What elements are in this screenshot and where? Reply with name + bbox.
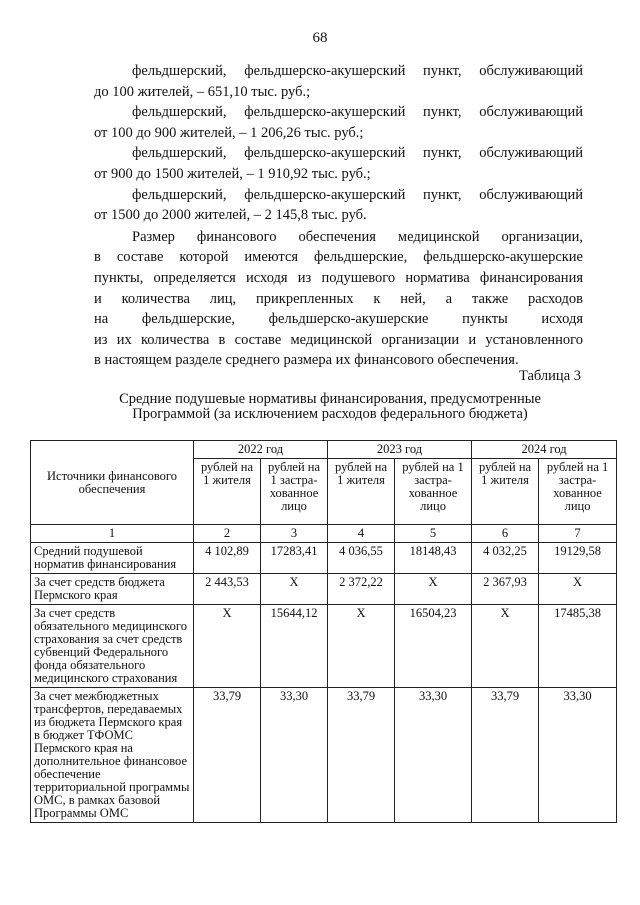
list-item: фельдшерский, фельдшерско-акушерский пункт, обслуживающий от 900 до 1500 жителей, – 1 910,92 тыс. руб.; bbox=[94, 145, 583, 182]
table-header-row bbox=[31, 441, 617, 459]
subheader-per-insured: рублей на 1 застра-хованное лицо bbox=[261, 459, 328, 525]
column-number: 1 bbox=[31, 525, 194, 543]
table-cell: 2 367,93 bbox=[472, 574, 539, 605]
row-label: За счет средств бюджета Пермского края bbox=[31, 574, 194, 605]
body-text bbox=[94, 61, 583, 371]
table-cell: X bbox=[261, 574, 328, 605]
table-label: Таблица 3 bbox=[518, 368, 581, 384]
table-cell: 33,79 bbox=[194, 688, 261, 823]
financing-table bbox=[30, 440, 617, 823]
table-cell: 15644,12 bbox=[261, 605, 328, 688]
table-cell: 33,30 bbox=[395, 688, 472, 823]
subheader-per-resident: рублей на 1 жителя bbox=[472, 459, 539, 525]
table-cell: X bbox=[328, 605, 395, 688]
column-number: 5 bbox=[395, 525, 472, 543]
list-item: фельдшерский, фельдшерско-акушерский пункт, обслуживающий от 1500 до 2000 жителей, – 2 145,8 тыс. руб. bbox=[94, 186, 583, 224]
table-cell: 17283,41 bbox=[261, 543, 328, 574]
column-numbers-row bbox=[31, 525, 617, 543]
table-cell: 4 036,55 bbox=[328, 543, 395, 574]
table-cell: 18148,43 bbox=[395, 543, 472, 574]
table-cell: 17485,38 bbox=[539, 605, 617, 688]
table-cell: 33,30 bbox=[539, 688, 617, 823]
source-header: Источники финансового обеспечения bbox=[31, 441, 194, 525]
table-cell: 2 372,22 bbox=[328, 574, 395, 605]
year-header: 2022 год bbox=[194, 441, 328, 459]
table-cell: 2 443,53 bbox=[194, 574, 261, 605]
table-cell: X bbox=[395, 574, 472, 605]
year-header: 2024 год bbox=[472, 441, 617, 459]
table-row bbox=[31, 574, 617, 605]
table-cell: 33,79 bbox=[328, 688, 395, 823]
row-label: За счет межбюджетных трансфертов, передаваемых из бюджета Пермского края в бюджет ТФОМС Пермского края на дополнительное финансовое обеспечение территориальной программы ОМС, в рамках базовой Программы ОМС bbox=[31, 688, 194, 823]
table-cell: 4 102,89 bbox=[194, 543, 261, 574]
table-cell: X bbox=[539, 574, 617, 605]
table-title: Средние подушевые нормативы финансирования, предусмотренные Программой (за исключением расходов федерального бюджета) bbox=[119, 391, 541, 422]
subheader-per-resident: рублей на 1 жителя bbox=[328, 459, 395, 525]
subheader-per-insured: рублей на 1 застра-хованное лицо bbox=[539, 459, 617, 525]
column-number: 3 bbox=[261, 525, 328, 543]
table-cell: 33,79 bbox=[472, 688, 539, 823]
subheader-per-insured: рублей на 1 застра-хованное лицо bbox=[395, 459, 472, 525]
row-label: За счет средств обязательного медицинского страхования за счет средств субвенций Федерального фонда обязательного медицинского страхования bbox=[31, 605, 194, 688]
page-number: 68 bbox=[312, 30, 328, 46]
column-number: 4 bbox=[328, 525, 395, 543]
table-cell: 16504,23 bbox=[395, 605, 472, 688]
table-cell: 4 032,25 bbox=[472, 543, 539, 574]
table-cell: 33,30 bbox=[261, 688, 328, 823]
table-row bbox=[31, 543, 617, 574]
column-number: 6 bbox=[472, 525, 539, 543]
table-row bbox=[31, 688, 617, 823]
table-row bbox=[31, 605, 617, 688]
row-label: Средний подушевой норматив финансирования bbox=[31, 543, 194, 574]
column-number: 2 bbox=[194, 525, 261, 543]
column-number: 7 bbox=[539, 525, 617, 543]
main-paragraph: Размер финансового обеспечения медицинской организации, в составе которой имеются фельдшерские, фельдшерско-акушерские пункты, определяется исходя из подушевого норматива финансирования и количества лиц, прикрепленных к ней, а также расходов на фельдшерские, фельдшерско-акушерские пункты исходя из их количества в составе медицинской организации и установленного в настоящем разделе среднего размера их финансового обеспечения. bbox=[94, 228, 583, 369]
table-cell: X bbox=[194, 605, 261, 688]
year-header: 2023 год bbox=[328, 441, 472, 459]
list-item: фельдшерский, фельдшерско-акушерский пункт, обслуживающий от 100 до 900 жителей, – 1 206,26 тыс. руб.; bbox=[94, 104, 583, 141]
table-cell: 19129,58 bbox=[539, 543, 617, 574]
subheader-per-resident: рублей на 1 жителя bbox=[194, 459, 261, 525]
table-cell: X bbox=[472, 605, 539, 688]
list-item: фельдшерский, фельдшерско-акушерский пункт, обслуживающий до 100 жителей, – 651,10 тыс. руб.; bbox=[94, 63, 583, 100]
